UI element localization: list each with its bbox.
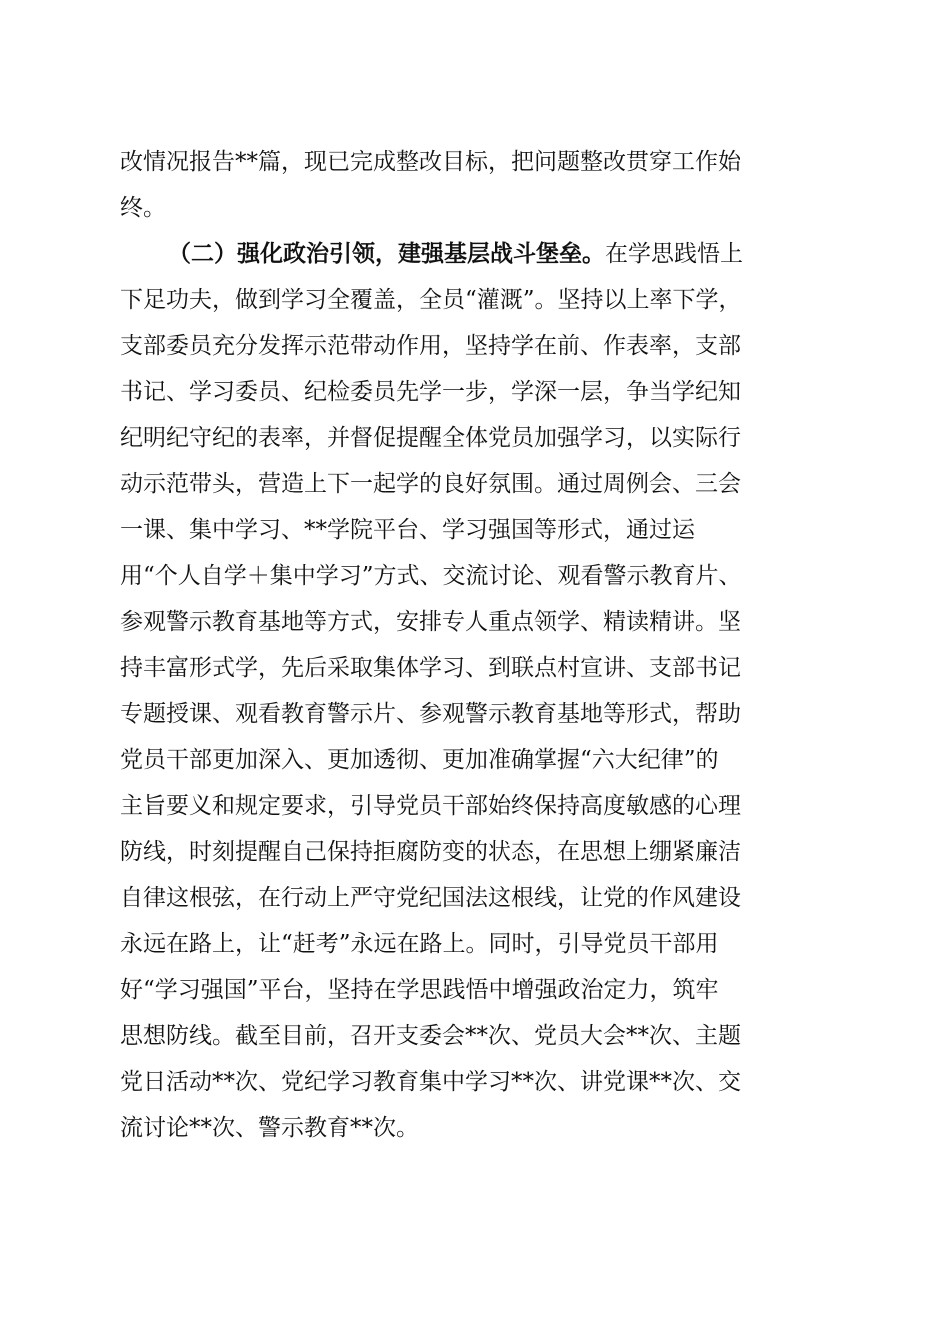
paragraph-2-line-14: 防线，时刻提醒自己保持拒腐防变的状态，在思想上绷紧廉洁 bbox=[120, 839, 741, 865]
paragraph-2-line-7: 一课、集中学习、**学院平台、学习强国等形式，通过运 bbox=[120, 517, 695, 543]
paragraph-1-line-1: 改情况报告**篇，现已完成整改目标，把问题整改贯穿工作始 bbox=[120, 149, 741, 175]
paragraph-2-line-4: 书记、学习委员、纪检委员先学一步，学深一层，争当学纪知 bbox=[120, 379, 741, 405]
section-heading: （二）强化政治引领，建强基层战斗堡垒。 bbox=[168, 240, 605, 267]
paragraph-2-line-6: 动示范带头，营造上下一起学的良好氛围。通过周例会、三会 bbox=[120, 471, 741, 497]
paragraph-2-line-10: 持丰富形式学，先后采取集体学习、到联点村宣讲、支部书记 bbox=[120, 655, 741, 681]
paragraph-2-line-19: 党日活动**次、党纪学习教育集中学习**次、讲党课**次、交 bbox=[120, 1069, 741, 1095]
paragraph-2-line-3: 支部委员充分发挥示范带动作用，坚持学在前、作表率，支部 bbox=[120, 333, 741, 359]
paragraph-2-line-8: 用“个人自学＋集中学习”方式、交流讨论、观看警示教育片、 bbox=[120, 563, 742, 589]
paragraph-2-first-line-text: 在学思践悟上 bbox=[605, 241, 743, 267]
paragraph-1-line-2: 终。 bbox=[120, 195, 166, 221]
paragraph-2-line-11: 专题授课、观看教育警示片、参观警示教育基地等形式，帮助 bbox=[120, 701, 741, 727]
paragraph-2-line-15: 自律这根弦，在行动上严守党纪国法这根线，让党的作风建设 bbox=[120, 885, 741, 911]
paragraph-2-line-5: 纪明纪守纪的表率，并督促提醒全体党员加强学习，以实际行 bbox=[120, 425, 741, 451]
paragraph-2-line-12: 党员干部更加深入、更加透彻、更加准确掌握“六大纪律”的 bbox=[120, 747, 719, 773]
paragraph-2-line-18: 思想防线。截至目前，召开支委会**次、党员大会**次、主题 bbox=[120, 1023, 741, 1049]
paragraph-2-line-16: 永远在路上，让“赶考”永远在路上。同时，引导党员干部用 bbox=[120, 931, 719, 957]
paragraph-2-first-line bbox=[168, 231, 832, 277]
paragraph-2-line-9: 参观警示教育基地等方式，安排专人重点领学、精读精讲。坚 bbox=[120, 609, 741, 635]
paragraph-2-line-13: 主旨要义和规定要求，引导党员干部始终保持高度敏感的心理 bbox=[120, 793, 741, 819]
paragraph-2-line-17: 好“学习强国”平台，坚持在学思践悟中增强政治定力，筑牢 bbox=[120, 977, 719, 1003]
paragraph-2-line-20: 流讨论**次、警示教育**次。 bbox=[120, 1115, 419, 1141]
paragraph-2-line-2: 下足功夫，做到学习全覆盖，全员“灌溉”。坚持以上率下学， bbox=[120, 287, 742, 313]
